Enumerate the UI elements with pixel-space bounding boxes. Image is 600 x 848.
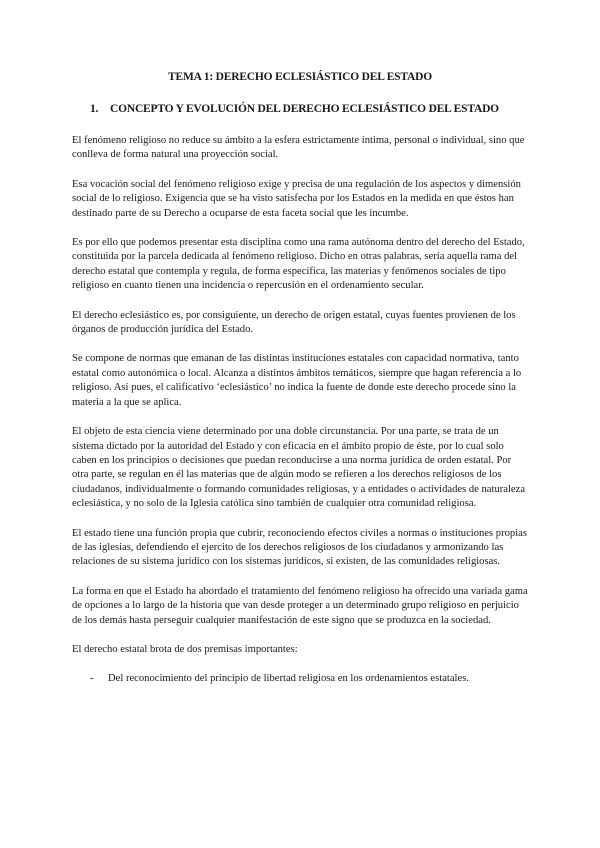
paragraph-1: El fenómeno religioso no reduce su ámbito a la esfera estrictamente íntima, personal o individual, sino que conlleva de forma natural una proyección social. [72,135,525,161]
paragraph-7: El estado tiene una función propia que cubrir, reconociendo efectos civiles a normas o instituciones propias de las iglesias, defendiendo el ejercito de los derechos religiosos de los ciudadanos y armonizando las relaciones de su sistema jurídico con los sistemas jurídicos, si existen, de las comunidades religiosas. [72,527,527,568]
paragraph-2: Esa vocación social del fenómeno religioso exige y precisa de una regulación de los aspectos y dimensión social de lo religioso. Exigencia que se ha visto satisfecha por los Estados en la medida en que éstos han destinado parte de su Derecho a ocuparse de esta faceta social que les incumbe. [72,178,521,219]
list-marker: - [90,673,94,685]
document-title: TEMA 1: DERECHO ECLESIÁSTICO DEL ESTADO [168,71,432,83]
paragraph-4: El derecho eclesiástico es, por consiguiente, un derecho de origen estatal, cuyas fuentes provienen de los órganos de producción jurídica del Estado. [72,309,516,336]
paragraph-3: Es por ello que podemos presentar esta disciplina como una rama autónoma dentro del derecho del Estado, constituida por la parcela dedicada al fenómeno religioso. Dicho en otras palabras, sería aquella rama del derecho estatal que contempla y regula, de forma específica, las materias y fenómenos sociales de tipo religioso en cuanto tienen una incidencia o repercusión en el ordenamiento secular. [72,237,525,292]
paragraph-8: La forma en que el Estado ha abordado el tratamiento del fenómeno religioso ha ofrecido una variada gama de opciones a lo largo de la historia que van desde proteger a un determinado grupo religioso en perjuicio de los demás hasta perseguir cualquier manifestación de este signo que se produzca en la sociedad. [72,585,528,626]
section-number: 1. [90,103,99,115]
paragraph-5: Se compone de normas que emanan de las distintas instituciones estatales con capacidad normativa, tanto estatal como autonómica o local. Alcanza a distintos ámbitos temáticos, siempre que hagan referencia a lo religioso. Así pues, el calificativo ‘eclesiástico’ no indica la fuente de donde este derecho procede sino la materia a la que se aplica. [72,353,522,408]
section-heading-text: CONCEPTO Y EVOLUCIÓN DEL DERECHO ECLESIÁSTICO DEL ESTADO [110,103,499,115]
section-heading [90,102,528,116]
list-item [90,672,528,686]
paragraph-6: El objeto de esta ciencia viene determinado por una doble circunstancia. Por una parte, se trata de un sistema dictado por la autoridad del Estado y con eficacia en el ámbito propio de éste, por lo cual solo caben en los principios o decisiones que puedan reconducirse a una norma jurídica de orden estatal. Por otra parte, se regulan en él las materias que de algún modo se refieren a los derechos religiosos de los ciudadanos, individualmente o formando comunidades religiosas, y a entidades o actividades de naturaleza eclesiástica, y no solo de la Iglesia católica sino también de cualquier otra comunidad religiosa. [72,426,526,510]
list-item-text: Del reconocimiento del principio de libertad religiosa en los ordenamientos estatales. [108,673,469,685]
paragraph-9: El derecho estatal brota de dos premisas importantes: [72,643,298,655]
